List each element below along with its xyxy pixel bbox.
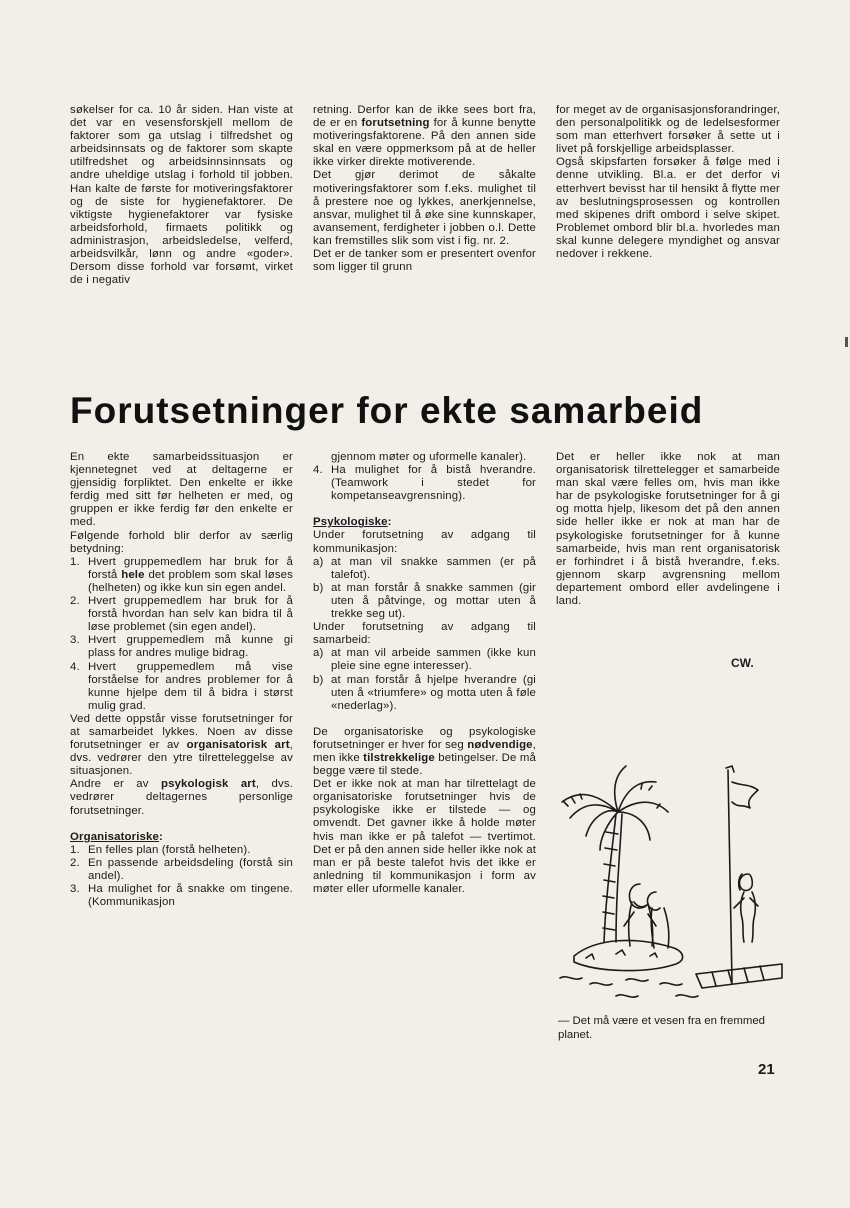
paragraph (313, 104, 536, 169)
list-text: En passende arbeidsdeling (forstå sin andel). (88, 856, 293, 882)
list-item (70, 883, 293, 909)
list-item (313, 674, 536, 713)
article-column-3 (556, 451, 780, 608)
top-column-1 (70, 104, 293, 287)
list-text: Ha mulighet for å bistå hverandre. (Teamwork i stedet for kompetanseavgrensning). (331, 464, 536, 503)
top-column-3 (556, 104, 780, 261)
list-text: at man vil arbeide sammen (ikke kun pleie sine egne interesser). (331, 647, 536, 673)
spacer (313, 713, 536, 726)
list-text: Ha mulighet for å snakke om tingene. (Kommunikasjon (88, 883, 293, 909)
list-item (70, 661, 293, 713)
bold-term: psykologisk art (160, 778, 256, 791)
spacer (70, 818, 293, 831)
paragraph (70, 778, 293, 817)
bold-term: forutsetning (361, 117, 430, 130)
paragraph: Det er ikke nok at man har tilrettelagt de organisatoriske forutsetninger hvis de psykologiske ikke er tilstede — og omvendt. Det gavner ikke å holde møter hvis man ikke er på talefot — tvertimot. Det er på den annen side heller ikke nok at man er på beste talefot hvis det ikke er anledning til kommunikasjon i form av møter eller uformelle kanaler. (313, 778, 537, 895)
list-number: 1. (70, 555, 80, 568)
list-item-continued (313, 451, 536, 464)
heading-colon: : (158, 830, 163, 843)
text: Ved dette oppstår visse forutsetninger for at samarbeidet lykkes. Noen av disse forutsetninger er av (70, 712, 293, 752)
list-letter: b) (313, 581, 324, 594)
text: De organisatoriske og psykologiske forutsetninger er hver for seg (313, 725, 536, 751)
list-text: at man forstår å hjelpe hverandre (gi uten å «triumfere» og motta uten å føle «nederlag»). (331, 673, 536, 712)
paragraph: Under forutsetning av adgang til kommunikasjon: (313, 529, 536, 555)
article-column-2 (313, 451, 536, 896)
bold-term: organisatorisk art (186, 739, 290, 752)
list-item (70, 595, 293, 634)
list-number: 4. (70, 660, 80, 673)
list-number: 2. (70, 856, 80, 869)
list-text: at man forstår å snakke sammen (gir uten å påtvinge, og mottar uten å trekke seg ut). (331, 581, 536, 621)
paragraph: Det er de tanker som er presentert ovenfor som ligger til grunn (313, 248, 536, 274)
bold-term: tilstrekkelige (363, 751, 435, 764)
intro-paragraph: En ekte samarbeidssituasjon er kjennetegnet ved at deltagerne er gjensidig forpliktet. Den enkelte er ikke ferdig med sitt før helheten er med, og gruppen er ikke ferdig før den enkelte er med. (70, 451, 293, 529)
text: retning. Derfor kan de ikke sees bort fra, de er en (313, 104, 536, 130)
section-heading (313, 516, 536, 529)
list-number: 1. (70, 843, 80, 856)
list-letter: a) (313, 647, 324, 660)
text: , dvs. vedrører den ytre tilretteleggelse av situasjonen. (70, 739, 293, 778)
text: , men ikke (313, 738, 536, 764)
list-item (313, 464, 536, 503)
article-headline: Forutsetninger for ekte samarbeid (70, 390, 704, 431)
edge-mark (845, 337, 848, 347)
list-text: at man vil snakke sammen (er på talefot). (331, 555, 536, 581)
list-letter: a) (313, 555, 324, 568)
lead-paragraph: Følgende forhold blir derfor av særlig betydning: (70, 529, 293, 555)
spacer (313, 503, 536, 516)
list-text: Hvert gruppemedlem må vise forståelse for andres problemer for å kunne hjelpe dem til å bidra i størst mulig grad. (88, 660, 293, 712)
paragraph (313, 726, 536, 778)
article-column-1 (70, 451, 293, 909)
cartoon-caption: — Det må være et vesen fra en fremmed planet. (558, 1015, 766, 1041)
list-text (88, 556, 293, 595)
list-number: 4. (313, 464, 323, 477)
list-item (313, 647, 536, 673)
text: Hvert gruppemedlem har bruk for å forstå (88, 555, 293, 581)
heading-colon: : (387, 516, 392, 529)
text: for å kunne benytte motiveringsfaktorene. På den annen side skal en være oppmerksom på at de heller ikke virker direkte motiverende. (313, 117, 537, 169)
paragraph (70, 713, 293, 778)
heading-text: Psykologiske (313, 516, 388, 529)
paragraph: Det gjør derimot de såkalte motiveringsfaktorer som f.eks. mulighet til å prestere noe og lykkes, anerkjennelse, ansvar, mulighet til å øke sine kunnskaper, avansement, ferdigheter i jobben o.l. Dette kan fremstilles slik som vist i fig. nr. 2. (313, 169, 536, 247)
list-number: 3. (70, 883, 80, 895)
list-text: En felles plan (forstå helheten). (88, 843, 251, 856)
list-item (70, 556, 293, 595)
section-heading (70, 831, 293, 844)
bold-term: nødvendige (467, 738, 533, 751)
list-item (313, 582, 536, 621)
list-item (70, 857, 293, 883)
list-text: Hvert gruppemedlem må kunne gi plass for andres mulige bidrag. (88, 634, 293, 660)
author-signature: CW. (731, 656, 754, 670)
bold-term: hele (121, 568, 145, 581)
list-item (70, 634, 293, 660)
top-column-2 (313, 104, 536, 274)
list-number: 3. (70, 634, 80, 647)
paragraph: Under forutsetning av adgang til samarbeid: (313, 621, 536, 647)
text: Andre er av (70, 778, 161, 791)
paragraph: Også skipsfarten forsøker å følge med i denne utvikling. Bl.a. er det derfor vi etterhvert bevisst har til hensikt å flytte mer av beslutningsprosessen og kontrollen med skipenes drift ombord i selve skipet. Problemet ombord blir bl.a. hvorledes man skal kunne delegere myndighet og ansvar nedover i rekkene. (556, 156, 780, 261)
island-cartoon-illustration (556, 752, 784, 1007)
list-item (313, 556, 536, 582)
paragraph: Det er heller ikke nok at man organisatorisk tilrettelegger et samarbeide man skal være felles om, hvis man ikke har de psykologiske forutsetninger for å gi og motta hjelp, likesom det på den annen side heller ikke er nok at man har de psykologiske forutsetninger for å kunne samarbeide, hvis man rent organisatorisk er forhindret i å bistå hverandre, f.eks. gjennom skarp avgrensning mellom departement ombord eller avdelingene i land. (556, 451, 780, 608)
text: betingelser. De må begge være til stede. (313, 751, 536, 778)
list-letter: b) (313, 673, 324, 686)
paragraph: søkelser for ca. 10 år siden. Han viste at det var en vesensforskjell mellom de faktorer som ga utslag i tilfredshet og arbeidsinnsats og de faktorer som skapte utilfredshet og arbeidsinnsinnsats og andre uheldige utslag i forhold til jobben. Han kalte de første for motiveringsfaktorer og de siste for hygienefaktorer. De viktigste hygienefaktorer var fysiske arbeidsforhold, firmaets politikk og administrasjon, arbeidsledelse, velferd, arbeidsvilkår, lønn og andre «goder». Dersom disse forhold var forsømt, virket de i negativ (70, 104, 293, 287)
list-item (70, 844, 293, 857)
text: , dvs. vedrører deltagernes personlige forutsetninger. (70, 778, 294, 817)
list-number: 2. (70, 595, 80, 608)
paragraph: for meget av de organisasjonsforandringer, den personalpolitikk og de ledelsesformer som man etterhvert forsøker å sette ut i livet på forskjellige arbeidsplasser. (556, 104, 780, 156)
list-text: Hvert gruppemedlem har bruk for å forstå hvordan han selv kan bidra til å løse problemet (sin egen andel). (88, 595, 293, 634)
page-number: 21 (758, 1061, 775, 1078)
indent (313, 451, 331, 464)
list-text: gjennom møter og uformelle kanaler). (331, 451, 527, 463)
heading-text: Organisatoriske (70, 830, 159, 843)
text: det problem som skal løses (helheten) og ikke kun sin egen andel. (88, 568, 293, 594)
